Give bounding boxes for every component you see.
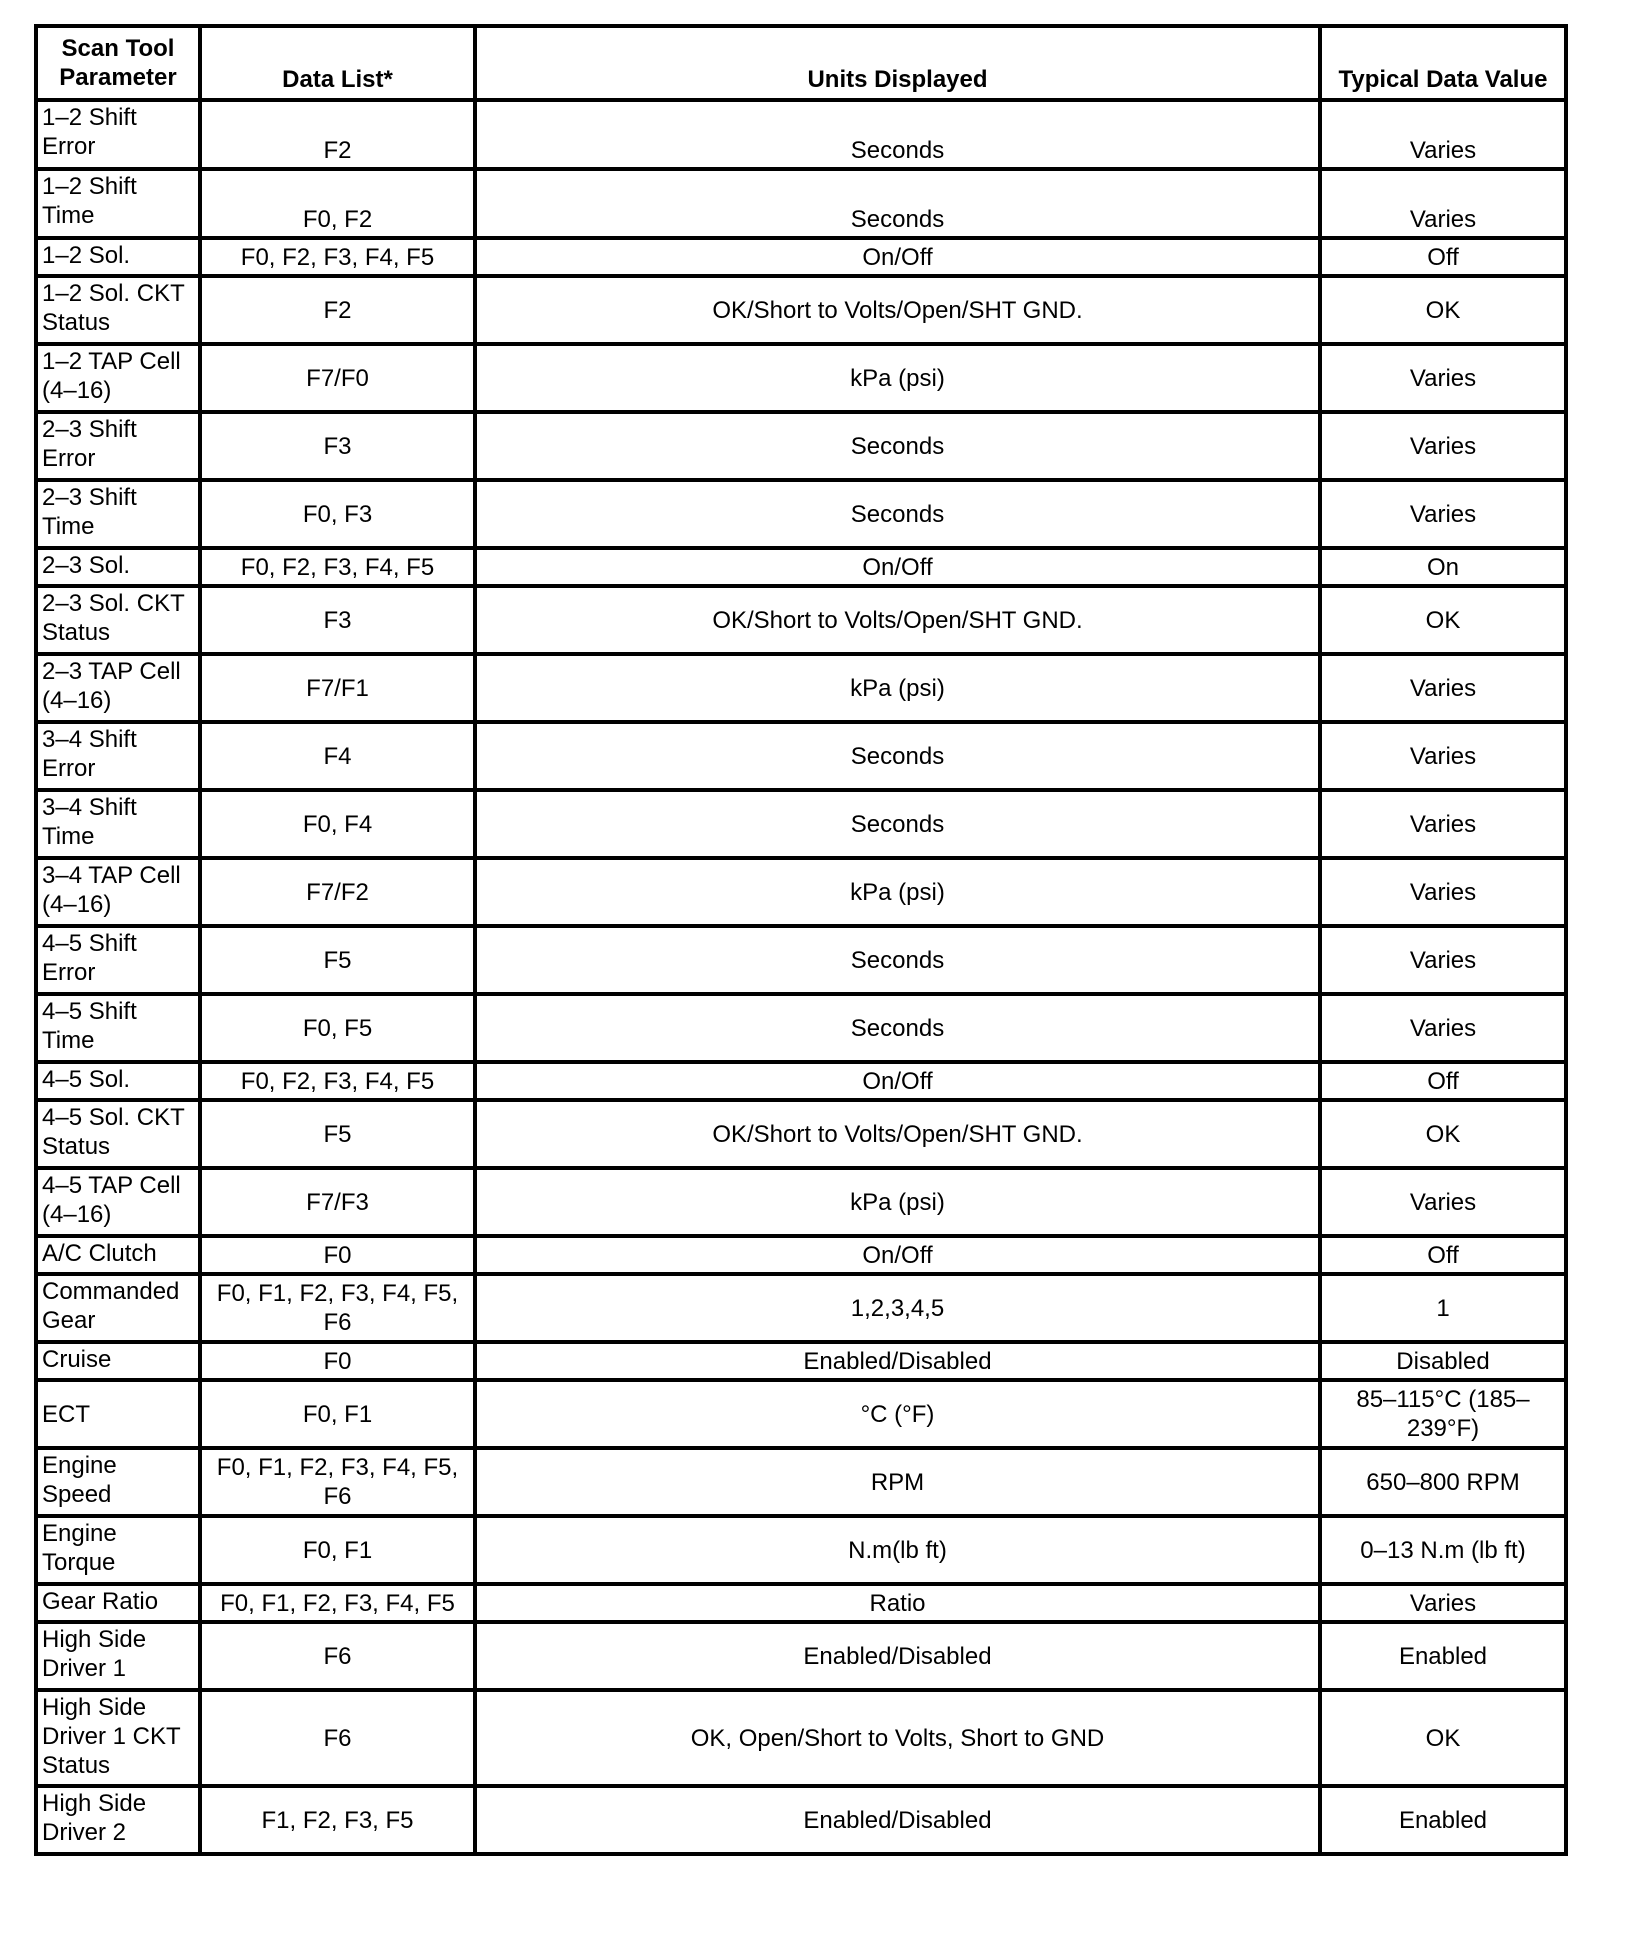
cell-typical-value: 85–115°C (185–239°F) <box>1320 1380 1566 1448</box>
cell-data-list: F0, F1, F2, F3, F4, F5 <box>200 1584 475 1622</box>
cell-units: Seconds <box>475 994 1320 1062</box>
cell-units: Ratio <box>475 1584 1320 1622</box>
cell-typical-value: OK <box>1320 1100 1566 1168</box>
table-row <box>36 1690 1566 1786</box>
table-row <box>36 1274 1566 1342</box>
cell-typical-value: Varies <box>1320 412 1566 480</box>
table-row <box>36 1448 1566 1516</box>
cell-typical-value: 1 <box>1320 1274 1566 1342</box>
cell-parameter: Engine Torque <box>36 1516 200 1584</box>
table-row <box>36 480 1566 548</box>
table-row <box>36 1380 1566 1448</box>
table-row <box>36 858 1566 926</box>
cell-parameter: 3–4 Shift Time <box>36 790 200 858</box>
header-scan-tool-parameter: Scan Tool Parameter <box>36 26 200 100</box>
cell-units: OK/Short to Volts/Open/SHT GND. <box>475 276 1320 344</box>
cell-units: Seconds <box>475 169 1320 238</box>
cell-typical-value: Varies <box>1320 790 1566 858</box>
cell-parameter: 3–4 TAP Cell (4–16) <box>36 858 200 926</box>
cell-data-list: F0, F1 <box>200 1516 475 1584</box>
table-row <box>36 169 1566 238</box>
cell-data-list: F0, F1 <box>200 1380 475 1448</box>
cell-parameter: 3–4 Shift Error <box>36 722 200 790</box>
cell-units: kPa (psi) <box>475 654 1320 722</box>
cell-units: RPM <box>475 1448 1320 1516</box>
cell-parameter: 2–3 Sol. CKT Status <box>36 586 200 654</box>
cell-data-list: F3 <box>200 412 475 480</box>
cell-units: On/Off <box>475 1236 1320 1274</box>
cell-data-list: F1, F2, F3, F5 <box>200 1786 475 1854</box>
table-row <box>36 1168 1566 1236</box>
table-row <box>36 344 1566 412</box>
cell-data-list: F0, F2, F3, F4, F5 <box>200 238 475 276</box>
cell-units: Seconds <box>475 412 1320 480</box>
header-typical-data-value: Typical Data Value <box>1320 26 1566 100</box>
cell-data-list: F0, F2, F3, F4, F5 <box>200 1062 475 1100</box>
cell-data-list: F4 <box>200 722 475 790</box>
table-row <box>36 276 1566 344</box>
cell-parameter: 2–3 Shift Error <box>36 412 200 480</box>
cell-units: On/Off <box>475 548 1320 586</box>
cell-typical-value: Varies <box>1320 654 1566 722</box>
cell-typical-value: Varies <box>1320 1168 1566 1236</box>
cell-parameter: Commanded Gear <box>36 1274 200 1342</box>
cell-typical-value: 650–800 RPM <box>1320 1448 1566 1516</box>
cell-data-list: F5 <box>200 926 475 994</box>
scan-tool-data-table <box>34 24 1568 1856</box>
table-row <box>36 1062 1566 1100</box>
cell-parameter: 4–5 TAP Cell (4–16) <box>36 1168 200 1236</box>
cell-units: Enabled/Disabled <box>475 1342 1320 1380</box>
cell-units: Seconds <box>475 926 1320 994</box>
table-row <box>36 548 1566 586</box>
table-row <box>36 1236 1566 1274</box>
cell-units: Seconds <box>475 722 1320 790</box>
cell-typical-value: OK <box>1320 1690 1566 1786</box>
cell-data-list: F7/F1 <box>200 654 475 722</box>
table-row <box>36 722 1566 790</box>
cell-parameter: 1–2 Sol. <box>36 238 200 276</box>
scan-tool-data-table-sheet <box>34 24 1564 1856</box>
cell-typical-value: Varies <box>1320 722 1566 790</box>
cell-data-list: F0, F5 <box>200 994 475 1062</box>
cell-data-list: F7/F0 <box>200 344 475 412</box>
table-row <box>36 412 1566 480</box>
cell-parameter: 1–2 Shift Error <box>36 100 200 169</box>
cell-parameter: 4–5 Shift Time <box>36 994 200 1062</box>
cell-data-list: F7/F2 <box>200 858 475 926</box>
cell-data-list: F5 <box>200 1100 475 1168</box>
cell-units: Enabled/Disabled <box>475 1622 1320 1690</box>
cell-data-list: F2 <box>200 100 475 169</box>
cell-parameter: 1–2 TAP Cell (4–16) <box>36 344 200 412</box>
cell-parameter: 1–2 Sol. CKT Status <box>36 276 200 344</box>
table-row <box>36 926 1566 994</box>
cell-parameter: Cruise <box>36 1342 200 1380</box>
cell-units: On/Off <box>475 238 1320 276</box>
cell-units: On/Off <box>475 1062 1320 1100</box>
cell-typical-value: 0–13 N.m (lb ft) <box>1320 1516 1566 1584</box>
cell-parameter: Engine Speed <box>36 1448 200 1516</box>
cell-parameter: High Side Driver 2 <box>36 1786 200 1854</box>
table-row <box>36 790 1566 858</box>
cell-typical-value: Varies <box>1320 926 1566 994</box>
cell-typical-value: OK <box>1320 586 1566 654</box>
cell-data-list: F3 <box>200 586 475 654</box>
cell-parameter: A/C Clutch <box>36 1236 200 1274</box>
cell-parameter: 4–5 Shift Error <box>36 926 200 994</box>
cell-data-list: F0, F2, F3, F4, F5 <box>200 548 475 586</box>
cell-typical-value: Enabled <box>1320 1786 1566 1854</box>
cell-typical-value: Varies <box>1320 858 1566 926</box>
table-row <box>36 1786 1566 1854</box>
table-row <box>36 994 1566 1062</box>
cell-typical-value: Varies <box>1320 1584 1566 1622</box>
header-units-displayed: Units Displayed <box>475 26 1320 100</box>
cell-parameter: 2–3 Sol. <box>36 548 200 586</box>
cell-data-list: F0, F1, F2, F3, F4, F5, F6 <box>200 1274 475 1342</box>
cell-parameter: ECT <box>36 1380 200 1448</box>
cell-typical-value: On <box>1320 548 1566 586</box>
cell-parameter: High Side Driver 1 CKT Status <box>36 1690 200 1786</box>
table-row <box>36 1342 1566 1380</box>
cell-parameter: 1–2 Shift Time <box>36 169 200 238</box>
cell-units: kPa (psi) <box>475 1168 1320 1236</box>
cell-units: OK/Short to Volts/Open/SHT GND. <box>475 586 1320 654</box>
table-row <box>36 100 1566 169</box>
cell-parameter: 2–3 TAP Cell (4–16) <box>36 654 200 722</box>
cell-typical-value: Off <box>1320 1236 1566 1274</box>
cell-units: 1,2,3,4,5 <box>475 1274 1320 1342</box>
cell-typical-value: Varies <box>1320 480 1566 548</box>
cell-units: °C (°F) <box>475 1380 1320 1448</box>
cell-typical-value: OK <box>1320 276 1566 344</box>
table-row <box>36 586 1566 654</box>
cell-parameter: 4–5 Sol. <box>36 1062 200 1100</box>
cell-parameter: 2–3 Shift Time <box>36 480 200 548</box>
cell-units: N.m(lb ft) <box>475 1516 1320 1584</box>
cell-typical-value: Varies <box>1320 344 1566 412</box>
cell-data-list: F6 <box>200 1690 475 1786</box>
cell-data-list: F6 <box>200 1622 475 1690</box>
table-row <box>36 1622 1566 1690</box>
table-row <box>36 654 1566 722</box>
cell-data-list: F2 <box>200 276 475 344</box>
cell-data-list: F0 <box>200 1236 475 1274</box>
cell-units: kPa (psi) <box>475 858 1320 926</box>
cell-parameter: 4–5 Sol. CKT Status <box>36 1100 200 1168</box>
cell-parameter: High Side Driver 1 <box>36 1622 200 1690</box>
header-data-list: Data List* <box>200 26 475 100</box>
cell-typical-value: Varies <box>1320 169 1566 238</box>
cell-data-list: F0, F2 <box>200 169 475 238</box>
cell-typical-value: Disabled <box>1320 1342 1566 1380</box>
table-row <box>36 1516 1566 1584</box>
cell-data-list: F7/F3 <box>200 1168 475 1236</box>
table-row <box>36 1584 1566 1622</box>
cell-typical-value: Off <box>1320 238 1566 276</box>
cell-data-list: F0, F4 <box>200 790 475 858</box>
cell-typical-value: Varies <box>1320 994 1566 1062</box>
cell-parameter: Gear Ratio <box>36 1584 200 1622</box>
table-row <box>36 1100 1566 1168</box>
cell-data-list: F0, F1, F2, F3, F4, F5, F6 <box>200 1448 475 1516</box>
table-row <box>36 238 1566 276</box>
cell-typical-value: Enabled <box>1320 1622 1566 1690</box>
table-header-row <box>36 26 1566 100</box>
cell-units: Enabled/Disabled <box>475 1786 1320 1854</box>
cell-units: kPa (psi) <box>475 344 1320 412</box>
cell-units: Seconds <box>475 100 1320 169</box>
cell-data-list: F0, F3 <box>200 480 475 548</box>
cell-units: OK, Open/Short to Volts, Short to GND <box>475 1690 1320 1786</box>
cell-typical-value: Varies <box>1320 100 1566 169</box>
cell-units: OK/Short to Volts/Open/SHT GND. <box>475 1100 1320 1168</box>
cell-typical-value: Off <box>1320 1062 1566 1100</box>
cell-data-list: F0 <box>200 1342 475 1380</box>
cell-units: Seconds <box>475 790 1320 858</box>
cell-units: Seconds <box>475 480 1320 548</box>
